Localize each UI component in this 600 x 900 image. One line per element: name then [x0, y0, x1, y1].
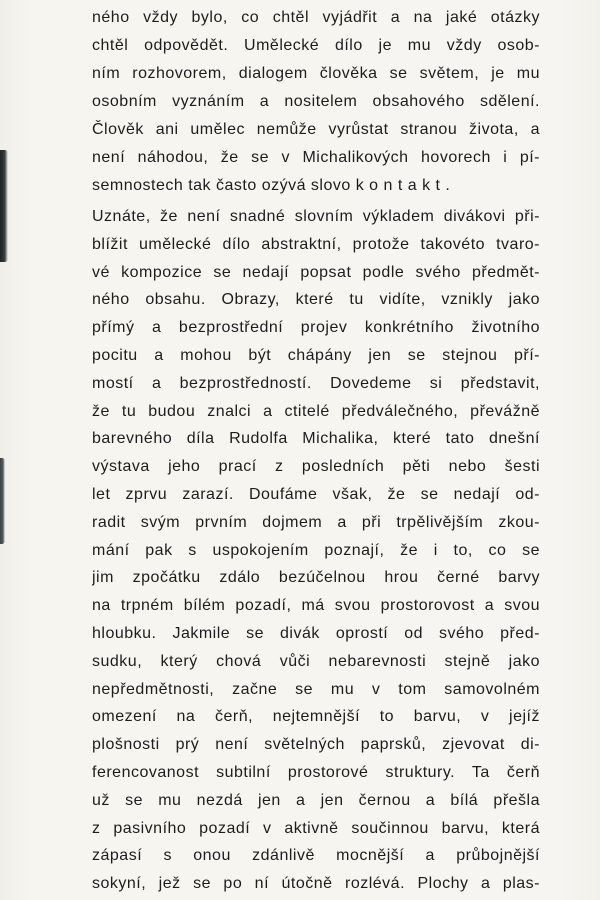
text-line: přímý a bezprostřední projev konkrétního životního: [92, 319, 540, 337]
paragraph: [92, 4, 540, 200]
text-line: semnostech tak často ozývá slovo k o n t a k t .: [92, 177, 451, 194]
text-line: mání pak s uspokojením poznají, že i to, co se: [92, 541, 540, 559]
text-line: ním rozhovorem, dialogem člověka se světem, je mu: [92, 65, 540, 82]
text-line: z pasivního pozadí v aktivně součinnou barvu, která: [92, 819, 540, 837]
text-line: hloubku. Jakmile se divák oprostí od svého před-: [92, 624, 540, 642]
text-line: Uznáte, že není snadné slovním výkladem divákovi při-: [92, 208, 540, 225]
text-line: ného obsahu. Obrazy, které tu vidíte, vznikly jako: [92, 291, 540, 309]
text-line: že tu budou znalci a ctitelé předválečného, převážně: [92, 402, 540, 420]
text-line: jim zpočátku zdálo bezúčelnou hrou černé barvy: [92, 569, 540, 587]
text-line: Člověk ani umělec nemůže vyrůstat stranou života, a: [92, 121, 540, 138]
scan-edge-shadow: [0, 150, 8, 262]
text-line: není náhodou, že se v Michalikových hovorech i pí-: [92, 149, 540, 166]
text-line: už se mu nezdá jen a jen černou a bílá přešla: [92, 791, 540, 809]
text-line: výstava jeho prací z posledních pěti nebo šesti: [92, 458, 540, 476]
text-line: omezení na čerň, nejtemnější to barvu, v jejíž: [92, 708, 540, 726]
text-line: radit svým prvním dojmem a při trpělivějším zkou-: [92, 513, 540, 531]
scan-edge-shadow: [0, 458, 5, 544]
text-line: barevného díla Rudolfa Michalika, které tato dnešní: [92, 430, 540, 448]
text-line: osobním vyznáním a nositelem obsahového sdělení.: [92, 93, 540, 110]
text-line: zápasí s onou zdánlivě mocnější a průbojnější: [92, 847, 540, 865]
text-line: pocitu a mohou být chápány jen se stejnou pří-: [92, 346, 540, 364]
text-line: chtěl odpovědět. Umělecké dílo je mu vždy osob-: [92, 37, 540, 54]
text-line: sudku, který chová vůči nebarevnosti stejně jako: [92, 652, 540, 670]
text-line: ferencovanost subtilní prostorové struktury. Ta čerň: [92, 763, 540, 781]
text-line: vé kompozice se nedají popsat podle svého předmět-: [92, 263, 540, 281]
text-line: na trpném bílém pozadí, má svou prostorovost a svou: [92, 597, 540, 615]
paragraph: [92, 203, 540, 898]
text-line: ného vždy bylo, co chtěl vyjádřit a na jaké otázky: [92, 9, 540, 26]
text-line: sokyní, jež se po ní útočně rozlévá. Plochy a plas-: [92, 875, 540, 893]
text-line: nepředmětnosti, začne se mu v tom samovolném: [92, 680, 540, 698]
text-line: mostí a bezprostředností. Dovedeme si představit,: [92, 374, 540, 392]
text-line: plošnosti prý není světelných paprsků, zjevovat di-: [92, 736, 540, 754]
text-line: let zprvu zarazí. Doufáme však, že se nedají od-: [92, 485, 540, 503]
text-line: blížit umělecké dílo abstraktní, protože takovéto tvaro-: [92, 235, 540, 253]
